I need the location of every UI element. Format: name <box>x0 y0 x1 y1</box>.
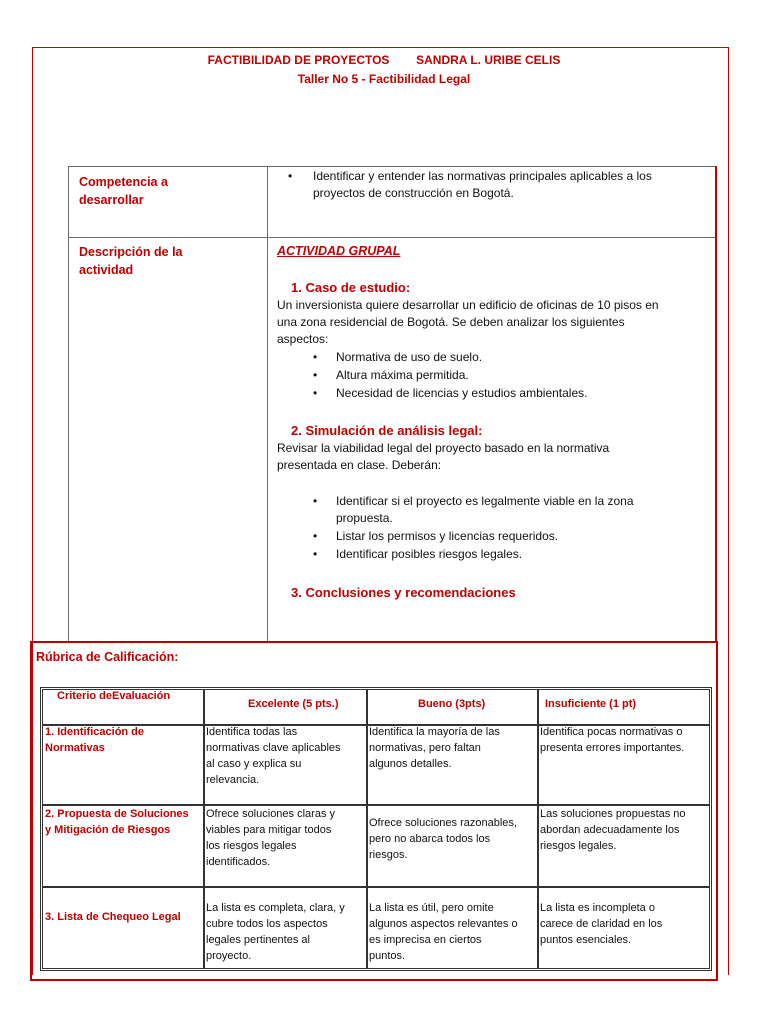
document-header-title: FACTIBILIDAD DE PROYECTOS SANDRA L. URIBE CELIS <box>207 53 561 67</box>
rubric-cell-bueno-1: Identifica la mayoría de las normativas, pero faltan algunos detalles. <box>369 726 500 770</box>
rubric-title: Rúbrica de Calificación: <box>36 650 179 664</box>
rubric-row-divider <box>43 886 709 888</box>
rubric-header-bueno: Bueno (3pts) <box>418 698 486 710</box>
section-2-title: 2. Simulación de análisis legal: <box>291 423 483 438</box>
red-border-accent <box>715 236 717 641</box>
red-border-accent <box>715 166 717 236</box>
rubric-cell-insuficiente-1: Identifica pocas normativas o presenta errores importantes. <box>540 726 685 754</box>
section-1-bullet: • Normativa de uso de suelo. <box>313 350 483 364</box>
bullet-icon: • <box>313 529 318 543</box>
activity-table-divider <box>267 167 268 641</box>
bullet-icon: • <box>313 494 318 508</box>
descripcion-label: Descripción de la actividad <box>79 245 183 277</box>
rubric-criterion-3: 3. Lista de Chequeo Legal <box>45 911 181 923</box>
bullet-icon: • <box>313 368 318 382</box>
section-2-bullet: • Identificar posibles riesgos legales. <box>313 547 523 561</box>
section-1-text: Un inversionista quiere desarrollar un edificio de oficinas de 10 pisos en una zona residencial de Bogotá. Se deben analizar los siguientes aspectos: <box>277 298 659 346</box>
rubric-cell-excelente-2: Ofrece soluciones claras y viables para mitigar todos los riesgos legales identificados. <box>206 808 335 868</box>
bullet-icon: • <box>288 169 293 183</box>
rubric-criterion-2: 2. Propuesta de Soluciones y Mitigación de Riesgos <box>45 808 189 836</box>
rubric-col-divider <box>203 690 205 968</box>
section-2-bullet: • Identificar si el proyecto es legalmente viable en la zona <box>313 494 634 508</box>
competencia-item: • Identificar y entender las normativas principales aplicables a los proyectos de construcción en Bogotá. <box>288 169 652 200</box>
rubric-cell-bueno-2: Ofrece soluciones razonables, pero no abarca todos los riesgos. <box>369 817 517 861</box>
activity-heading: ACTIVIDAD GRUPAL <box>277 244 401 258</box>
bullet-icon: • <box>313 386 318 400</box>
rubric-cell-excelente-1: Identifica todas las normativas clave aplicables al caso y explica su relevancia. <box>206 726 341 786</box>
rubric-cell-insuficiente-2: Las soluciones propuestas no abordan adecuadamente los riesgos legales. <box>540 808 686 852</box>
section-1-bullet: • Altura máxima permitida. <box>313 368 469 382</box>
section-3-title: 3. Conclusiones y recomendaciones <box>291 585 516 600</box>
rubric-header-excelente: Excelente (5 pts.) <box>248 698 339 710</box>
competencia-label: Competencia a desarrollar <box>79 175 168 207</box>
rubric-header-criterio: Criterio deEvaluación <box>57 690 171 702</box>
rubric-criterion-1: 1. Identificación de Normativas <box>45 726 145 754</box>
activity-table <box>68 166 716 642</box>
rubric-cell-bueno-3: La lista es útil, pero omite algunos aspectos relevantes o es imprecisa en ciertos puntos. <box>369 902 518 962</box>
section-2-bullet: • Listar los permisos y licencias requeridos. <box>313 529 559 543</box>
section-2-bullet-continuation: propuesta. <box>336 511 393 525</box>
bullet-icon: • <box>313 547 318 561</box>
rubric-header-insuficiente: Insuficiente (1 pt) <box>545 698 637 710</box>
rubric-cell-insuficiente-3: La lista es incompleta o carece de claridad en los puntos esenciales. <box>540 902 663 946</box>
section-2-text: Revisar la viabilidad legal del proyecto basado en la normativa presentada en clase. Deberán: <box>277 441 610 472</box>
bullet-icon: • <box>313 350 318 364</box>
document-header-subtitle: Taller No 5 - Factibilidad Legal <box>297 72 471 86</box>
rubric-cell-excelente-3: La lista es completa, clara, y cubre todos los aspectos legales pertinentes al proyecto. <box>206 902 345 962</box>
section-1-bullet: • Necesidad de licencias y estudios ambientales. <box>313 386 588 400</box>
activity-table-row-divider <box>69 237 715 238</box>
section-1-title: 1. Caso de estudio: <box>291 280 411 295</box>
